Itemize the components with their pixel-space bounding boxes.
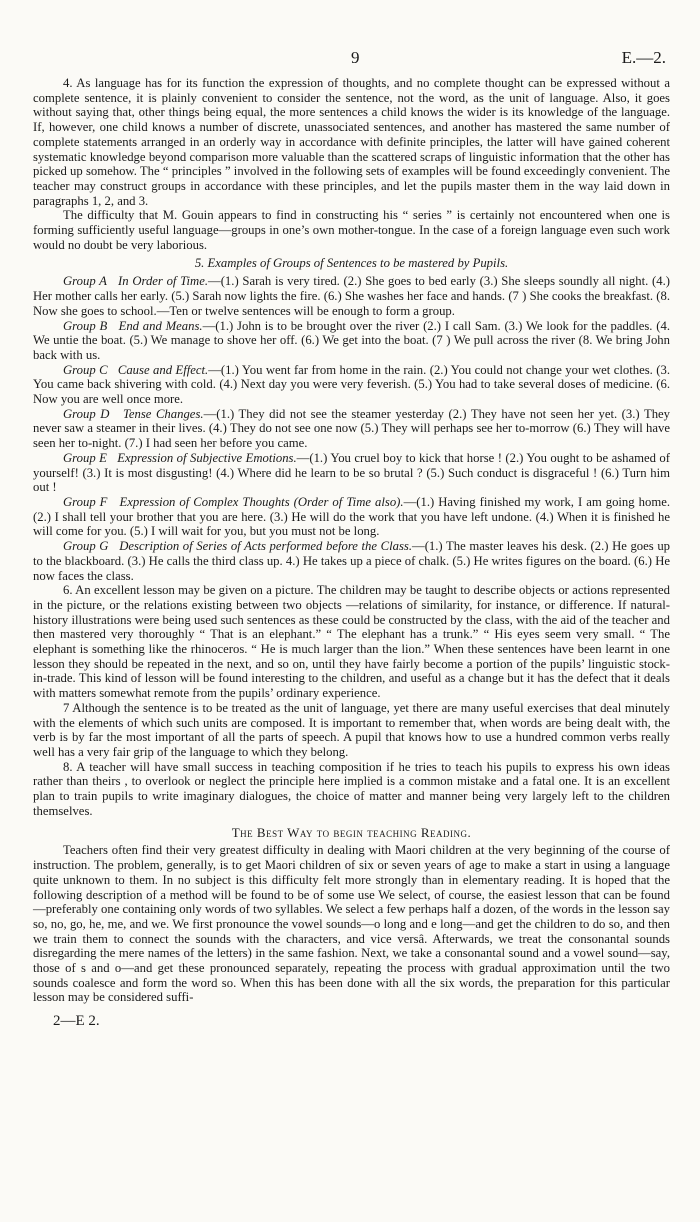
page-number: 9	[351, 48, 360, 67]
group-f	[33, 495, 670, 539]
paragraph-6: 6. An excellent lesson may be given on a picture. The children may be taught to describe objects or actions represented in the picture, or the relations existing between two objects —relations of similarity, for instance, or difference. If natural-history illustrations were being used such sentences as these could be constructed by the class, with the aid of the teacher and then mastered very thoroughly “ That is an elephant.” “ The elephant has a trunk.” “ His eyes seem very small. “ The elephant is something like the rhinoceros. “ He is much larger than the lion.” When these sentences have been learnt in one lesson they should be repeated in the next, and so on, until they have fairly become a portion of the pupils’ linguistic stock-in-trade. This kind of lesson will be found interesting to the children, and useful as a change but it has the defect that it deals with matters somewhat remote from the pupils’ ordinary experience.	[33, 583, 670, 701]
signature-mark: 2—E 2.	[53, 1013, 100, 1030]
group-f-name: Group F	[63, 494, 108, 509]
group-g	[33, 539, 670, 583]
group-a-name: Group A	[63, 274, 107, 289]
group-e-title: Expression of Subjective Emotions.	[117, 450, 297, 465]
section-5-heading-text: 5. Examples of Groups of Sentences to be mastered by Pupils.	[194, 256, 509, 271]
group-f-text: —(1.) Having finished my work, I am going home. (2.) I shall tell your brother that you are here. (3.) He will do the work that you have left undone. (4.) When it is finished he will come for you. (5.) I will wait for you, but you must not be long.	[33, 494, 670, 539]
group-g-title: Description of Series of Acts performed before the Class.	[119, 539, 412, 554]
group-a	[33, 274, 670, 318]
section-5-heading	[33, 256, 670, 271]
group-c-title: Cause and Effect.	[117, 362, 209, 377]
document-reference: E.—2.	[621, 48, 666, 67]
group-b	[33, 319, 670, 363]
group-c	[33, 363, 670, 407]
paragraph-8: 8. A teacher will have small success in teaching composition if he tries to teach his pupils to express his own ideas rather than theirs , to overlook or neglect the principle here implied is a common mistake and a fatal one. It is an excellent plan to train pupils to write imaginary dialogues, the choice of matter and manner being very largely left to the children themselves.	[33, 759, 670, 818]
group-b-text: —(1.) John is to be brought over the river (2.) I call Sam. (3.) We look for the paddles. (4. We untie the boat. (5.) We manage to shove her off. (6.) We get into the boat. (7 ) We pull across the river (8. We bring John back with us.	[33, 318, 671, 362]
group-b-title: End and Means.	[118, 318, 203, 333]
group-g-text: —(1.) The master leaves his desk. (2.) He goes up to the blackboard. (3.) He calls the third class up. 4.) He takes up a piece of chalk. (5.) He writes figures on the board. (6.) He now faces the class.	[33, 539, 671, 583]
reading-section-heading: The Best Way to begin teaching Reading.	[231, 825, 472, 841]
reading-paragraph: Teachers often find their very greatest difficulty in dealing with Maori children at the very beginning of the course of instruction. The problem, generally, is to get Maori children of six or seven years of age to make a start in using a language quite unknown to them. In no subject is this difficulty felt more strongly than in elementary reading. It is hoped that the following description of a method will be found to be of some use We select, of course, the easiest lesson that can be found—preferably one containing only words of two syllables. We select a few perhaps half a dozen, of the words in the lesson say so, no, go, he, me, and we. We first pronounce the vowel sounds—o long and e long—and get the children to do so, and then we train them to connect the sounds with the characters, and vice versâ. Afterwards, we treat the consonantal sounds disregarding the mere names of the letters) in the same fashion. Next, we take a consonantal sound and a vowel sound—say, those of s and o—and get these pronounced separately, repeating the process with gradual approximation until the two sounds coalesce and form the word so. When this has been done with all the six words, the preparation for this particular lesson may be considered suffi-	[33, 843, 670, 1005]
group-f-title: Expression of Complex Thoughts (Order of Time also).	[119, 494, 404, 509]
group-c-name: Group C	[63, 362, 108, 377]
paragraph-7: 7 Although the sentence is to be treated as the unit of language, yet there are many useful exercises that deal minutely with the elements of which such units are composed. It is important to remember that, when words are being dealt with, the verb is by far the most important of all the parts of speech. A pupil that knows how to use a hundred common verbs really well has a very fair grip of the language to which they belong.	[33, 700, 670, 759]
group-d-name: Group D	[63, 406, 110, 421]
paragraph-4: 4. As language has for its function the expression of thoughts, and no complete thought can be expressed without a complete sentence, it is plainly convenient to consider the sentence, not the word, as the unit of language. Also, it goes without saying that, other things being equal, the more sentences a child knows the wider is its knowledge of the language. If, however, one child knows a number of discrete, unassociated sentences, and another has mastered the same number of complete statements arranged in an orderly way in accordance with definite principles, the latter will have gained coherent systematic knowledge beyond comparison more valuable than the scattered scraps of linguistic information that the other has picked up somehow. The “ principles ” involved in the following sets of examples will be found exceedingly convenient. The teacher may construct groups in accordance with these principles, and let the pupils master them in the way laid down in paragraphs 1, 2, and 3.	[33, 76, 670, 208]
group-e	[33, 451, 670, 495]
group-e-text: —(1.) You cruel boy to kick that horse ! (2.) You ought to be ashamed of yourself! (3.) It is most disgusting! (4.) Where did he learn to be so brutal ? (5.) Such conduct is disgraceful ! (6.) Turn him out !	[33, 450, 670, 495]
group-c-text: —(1.) You went far from home in the rain. (2.) You could not change your wet clothes. (3. You came back shivering with cold. (4.) Next day you were very feverish. (5.) You had to take several doses of medicine. (6. Now you are well once more.	[33, 362, 671, 407]
group-a-title: In Order of Time.	[118, 274, 209, 289]
page-header	[33, 48, 670, 68]
group-e-name: Group E	[63, 450, 107, 465]
group-a-text: —(1.) Sarah is very tired. (2.) She goes to bed early (3.) She sleeps soundly all night. (4.) Her mother calls her early. (5.) Sarah now lights the fire. (6.) She washes her face and hands. (7 ) She cooks the breakfast. (8. Now she goes to school.—Ten or twelve sentences will be enough to form a group.	[33, 274, 670, 318]
group-d-text: —(1.) They did not see the steamer yesterday (2.) They have not seen her yet. (3.) They never saw a steamer in their lives. (4.) They do not see one now (5.) They will perhaps see her to-morrow (6.) They will have seen her to-night. (7.) I had seen her before you came.	[33, 406, 671, 451]
group-b-name: Group B	[63, 318, 108, 333]
group-d	[33, 407, 670, 451]
group-g-name: Group G	[63, 539, 109, 554]
group-d-title: Tense Changes.	[123, 406, 204, 421]
paragraph-gouin: The difficulty that M. Gouin appears to find in constructing his “ series ” is certainly not encountered when one is forming sufficiently useful language—groups in one’s own mother-tongue. In the case of a foreign language even such work would no doubt be very laborious.	[33, 208, 670, 252]
